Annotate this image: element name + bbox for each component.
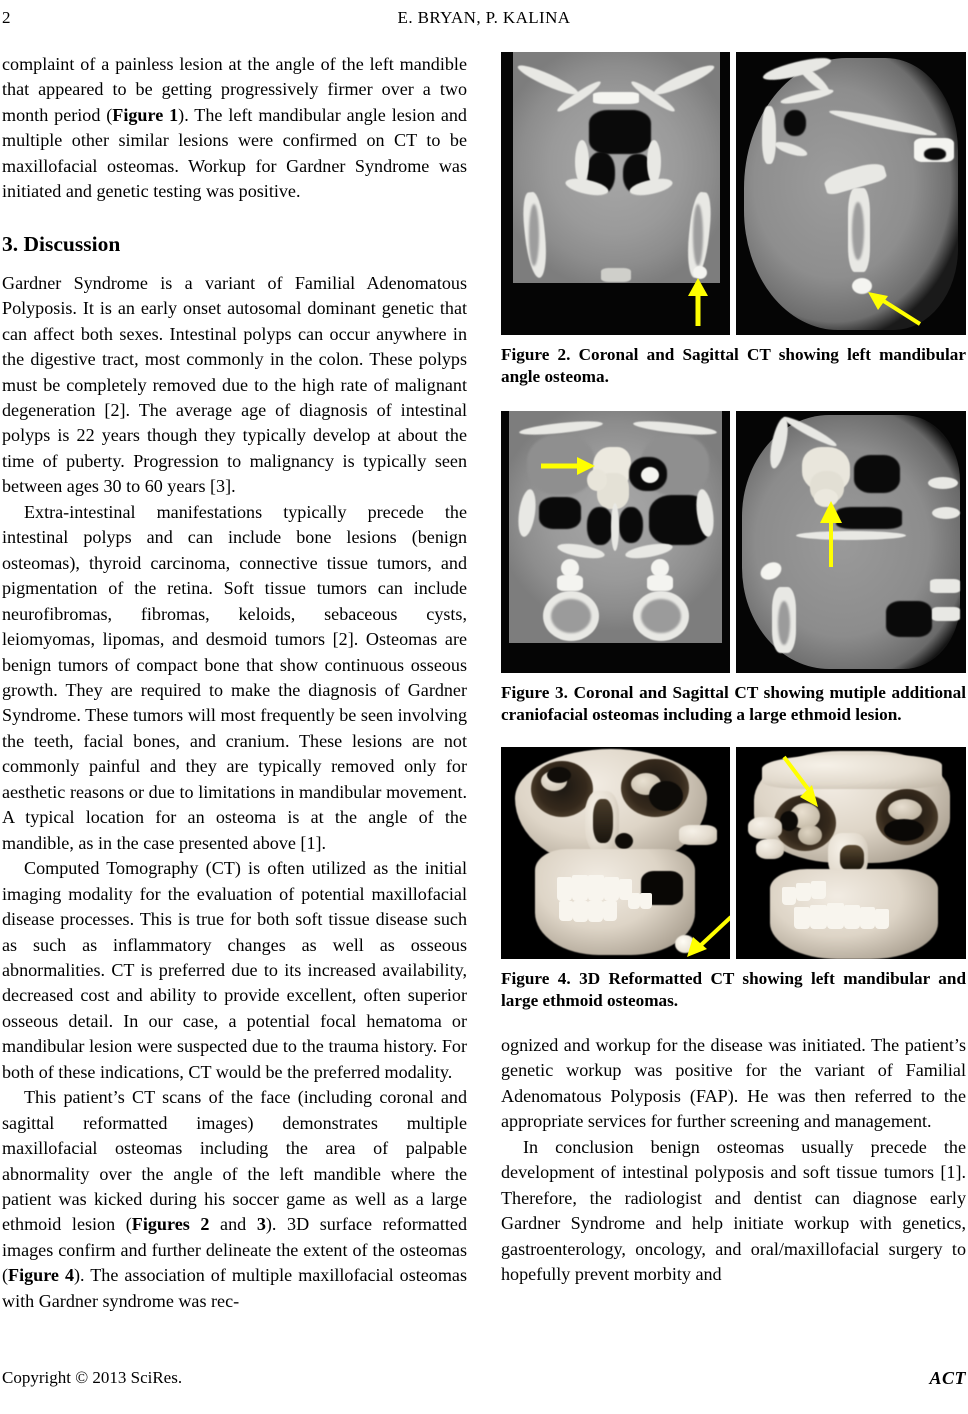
figure-2-sagittal-ct-image <box>736 52 966 335</box>
figure-2 <box>501 52 966 387</box>
page-number: 2 <box>2 8 11 27</box>
conclusion-paragraph: In conclusion benign osteomas usually precede the development of intestinal polyposis and soft tissue tumors [1]. Therefore, the radiologist and dentist can diagnose early Gardner Syndrome and help initiate workup with genetics, gastroenterology, oncology, and oral/maxillofacial surgery to hopefully prevent morbity and <box>501 1136 966 1285</box>
copyright-notice: Copyright © 2013 SciRes. <box>2 1368 183 1387</box>
left-column <box>2 52 467 1314</box>
figure-4 <box>501 747 966 1011</box>
figure-4-panes <box>501 747 966 959</box>
figure-2-panes <box>501 52 966 335</box>
paragraph-4-part3: ). The association of multiple maxillofacial osteomas with Gardner syndrome was rec- <box>2 1265 467 1311</box>
figure-3-panes <box>501 411 966 673</box>
annotation-arrow-down-right-icon <box>780 755 826 813</box>
figure-2-caption-label: Figure 2. <box>501 345 571 364</box>
annotation-arrow-diagonal-icon <box>864 286 926 330</box>
figures-2-reference: Figures 2 <box>131 1214 210 1235</box>
discussion-paragraph-1: Gardner Syndrome is a variant of Familial Adenomatous Polyposis. It is an early onset autosomal dominant genetic that can affect both sexes. Intestinal polyps can occur anywhere in the digestive tract, most commonly in the colon. These polyps must be completely removed due to the high rate of malignant degeneration [2]. The average age of diagnosis of intestinal polyps is 22 years though they typically develop at about the time of puberty. Progression to malignancy is typically seen between ages 30 to 60 years [3]. <box>2 272 467 497</box>
discussion-paragraph-2: Extra-intestinal manifestations typically precede the intestinal polyps and can include bone lesions (benign osteomas), thyroid carcinoma, connective tissue tumors, and pigmentation of the retina. Soft tissue tumors can include neurofibromas, fibromas, keloids, sebaceous cysts, leiomyomas, lipomas, and desmoid tumors [2]. Osteomas are benign tumors of compact bone that show continuous osseous growth. They are required to make the diagnosis of Gardner Syndrome. These tumors will most frequently be seen involving the teeth, facial bones, and cranium. These lesions are not commonly painful and they are typically removed only for aesthetic reasons or due to limitations in mandibular movement. A typical location for an osteoma is at the angle of the mandible, as in the case presented above [1]. <box>2 501 467 853</box>
paragraph-continued <box>2 52 467 205</box>
discussion-paragraph-4 <box>2 1085 467 1314</box>
figure-3-caption-label: Figure 3. <box>501 683 568 702</box>
figure-1-reference: Figure 1 <box>112 104 179 125</box>
paragraph-4-conjunction: and <box>209 1214 257 1235</box>
figure-4-caption-text: 3D Reformatted CT showing left mandibular and large ethmoid osteomas. <box>501 969 967 1010</box>
right-column <box>501 52 966 1288</box>
annotation-arrow-long-up-icon <box>816 499 850 569</box>
annotation-arrow-down-left-icon <box>683 915 730 959</box>
figure-3 <box>501 411 966 725</box>
discussion-paragraph-3: Computed Tomography (CT) is often utilized as the initial imaging modality for the evaluation of potential maxillofacial disease processes. This is true for both soft tissue disease such as such as inflammatory changes as well as osseous abnormalities. CT is preferred due to its increased availability, decreased cost and ability to provide excellent, often superior osseous detail. In our case, a potential focal hematoma or mandibular lesion were suspected due to the trauma history. For both of these indications, CT would be the preferred modality. <box>2 858 467 1082</box>
running-head <box>0 8 968 34</box>
page-footer <box>0 1368 968 1392</box>
figure-3-coronal-ct-image <box>501 411 730 673</box>
paragraph-4-part1: This patient’s CT scans of the face (including coronal and sagittal reformatted images) demonstrates multiple maxillofacial osteomas including the area of palpable abnormality over the angle of the left mandible where the patient was kicked during his soccer game as well as a large ethmoid lesion ( <box>2 1087 467 1235</box>
figure-3-caption <box>501 673 966 725</box>
two-column-body <box>0 52 968 1342</box>
figure-4-3d-frontal-image <box>501 747 730 959</box>
discussion-paragraph-5: ognized and workup for the disease was initiated. The patient’s genetic workup was positive for the variant of Familial Adenomatous Polyposis (FAP). He was then referred to the appropriate services for further screening and management. <box>501 1035 966 1132</box>
annotation-arrow-up-icon <box>683 274 717 328</box>
figure-4-reference: Figure 4 <box>8 1265 75 1286</box>
paragraph-4-part2: ). 3D surface reformatted images confirm and further delineate the extent of the osteomas ( <box>2 1214 468 1286</box>
figure-3-caption-text: Coronal and Sagittal CT showing mutiple additional craniofacial osteomas including a large ethmoid lesion. <box>501 683 966 724</box>
paragraph-continued-part2: ). The left mandibular angle lesion and multiple other similar lesions were confirmed on CT to be maxillofacial osteomas. Workup for Gardner Syndrome was initiated and genetic testing was positive. <box>2 104 467 202</box>
figure-3-sagittal-ct-image <box>736 411 966 673</box>
figure-4-3d-oblique-image <box>736 747 966 959</box>
figure-2-caption <box>501 335 966 387</box>
annotation-arrow-right-icon <box>539 453 599 479</box>
figure-2-caption-text: Coronal and Sagittal CT showing left mandibular angle osteoma. <box>501 345 966 386</box>
figure-2-coronal-ct-image <box>501 52 730 335</box>
figure-3-reference: 3 <box>256 1214 266 1235</box>
figure-4-caption <box>501 959 966 1011</box>
journal-abbreviation: ACT <box>929 1368 966 1388</box>
section-heading-discussion: 3. Discussion <box>2 231 121 256</box>
paragraph-continued-part1: complaint of a painless lesion at the angle of the left mandible that appeared to be getting progressively firmer over a two month period ( <box>2 54 467 125</box>
running-head-authors: E. BRYAN, P. KALINA <box>397 8 571 27</box>
figure-4-caption-label: Figure 4. <box>501 969 571 988</box>
